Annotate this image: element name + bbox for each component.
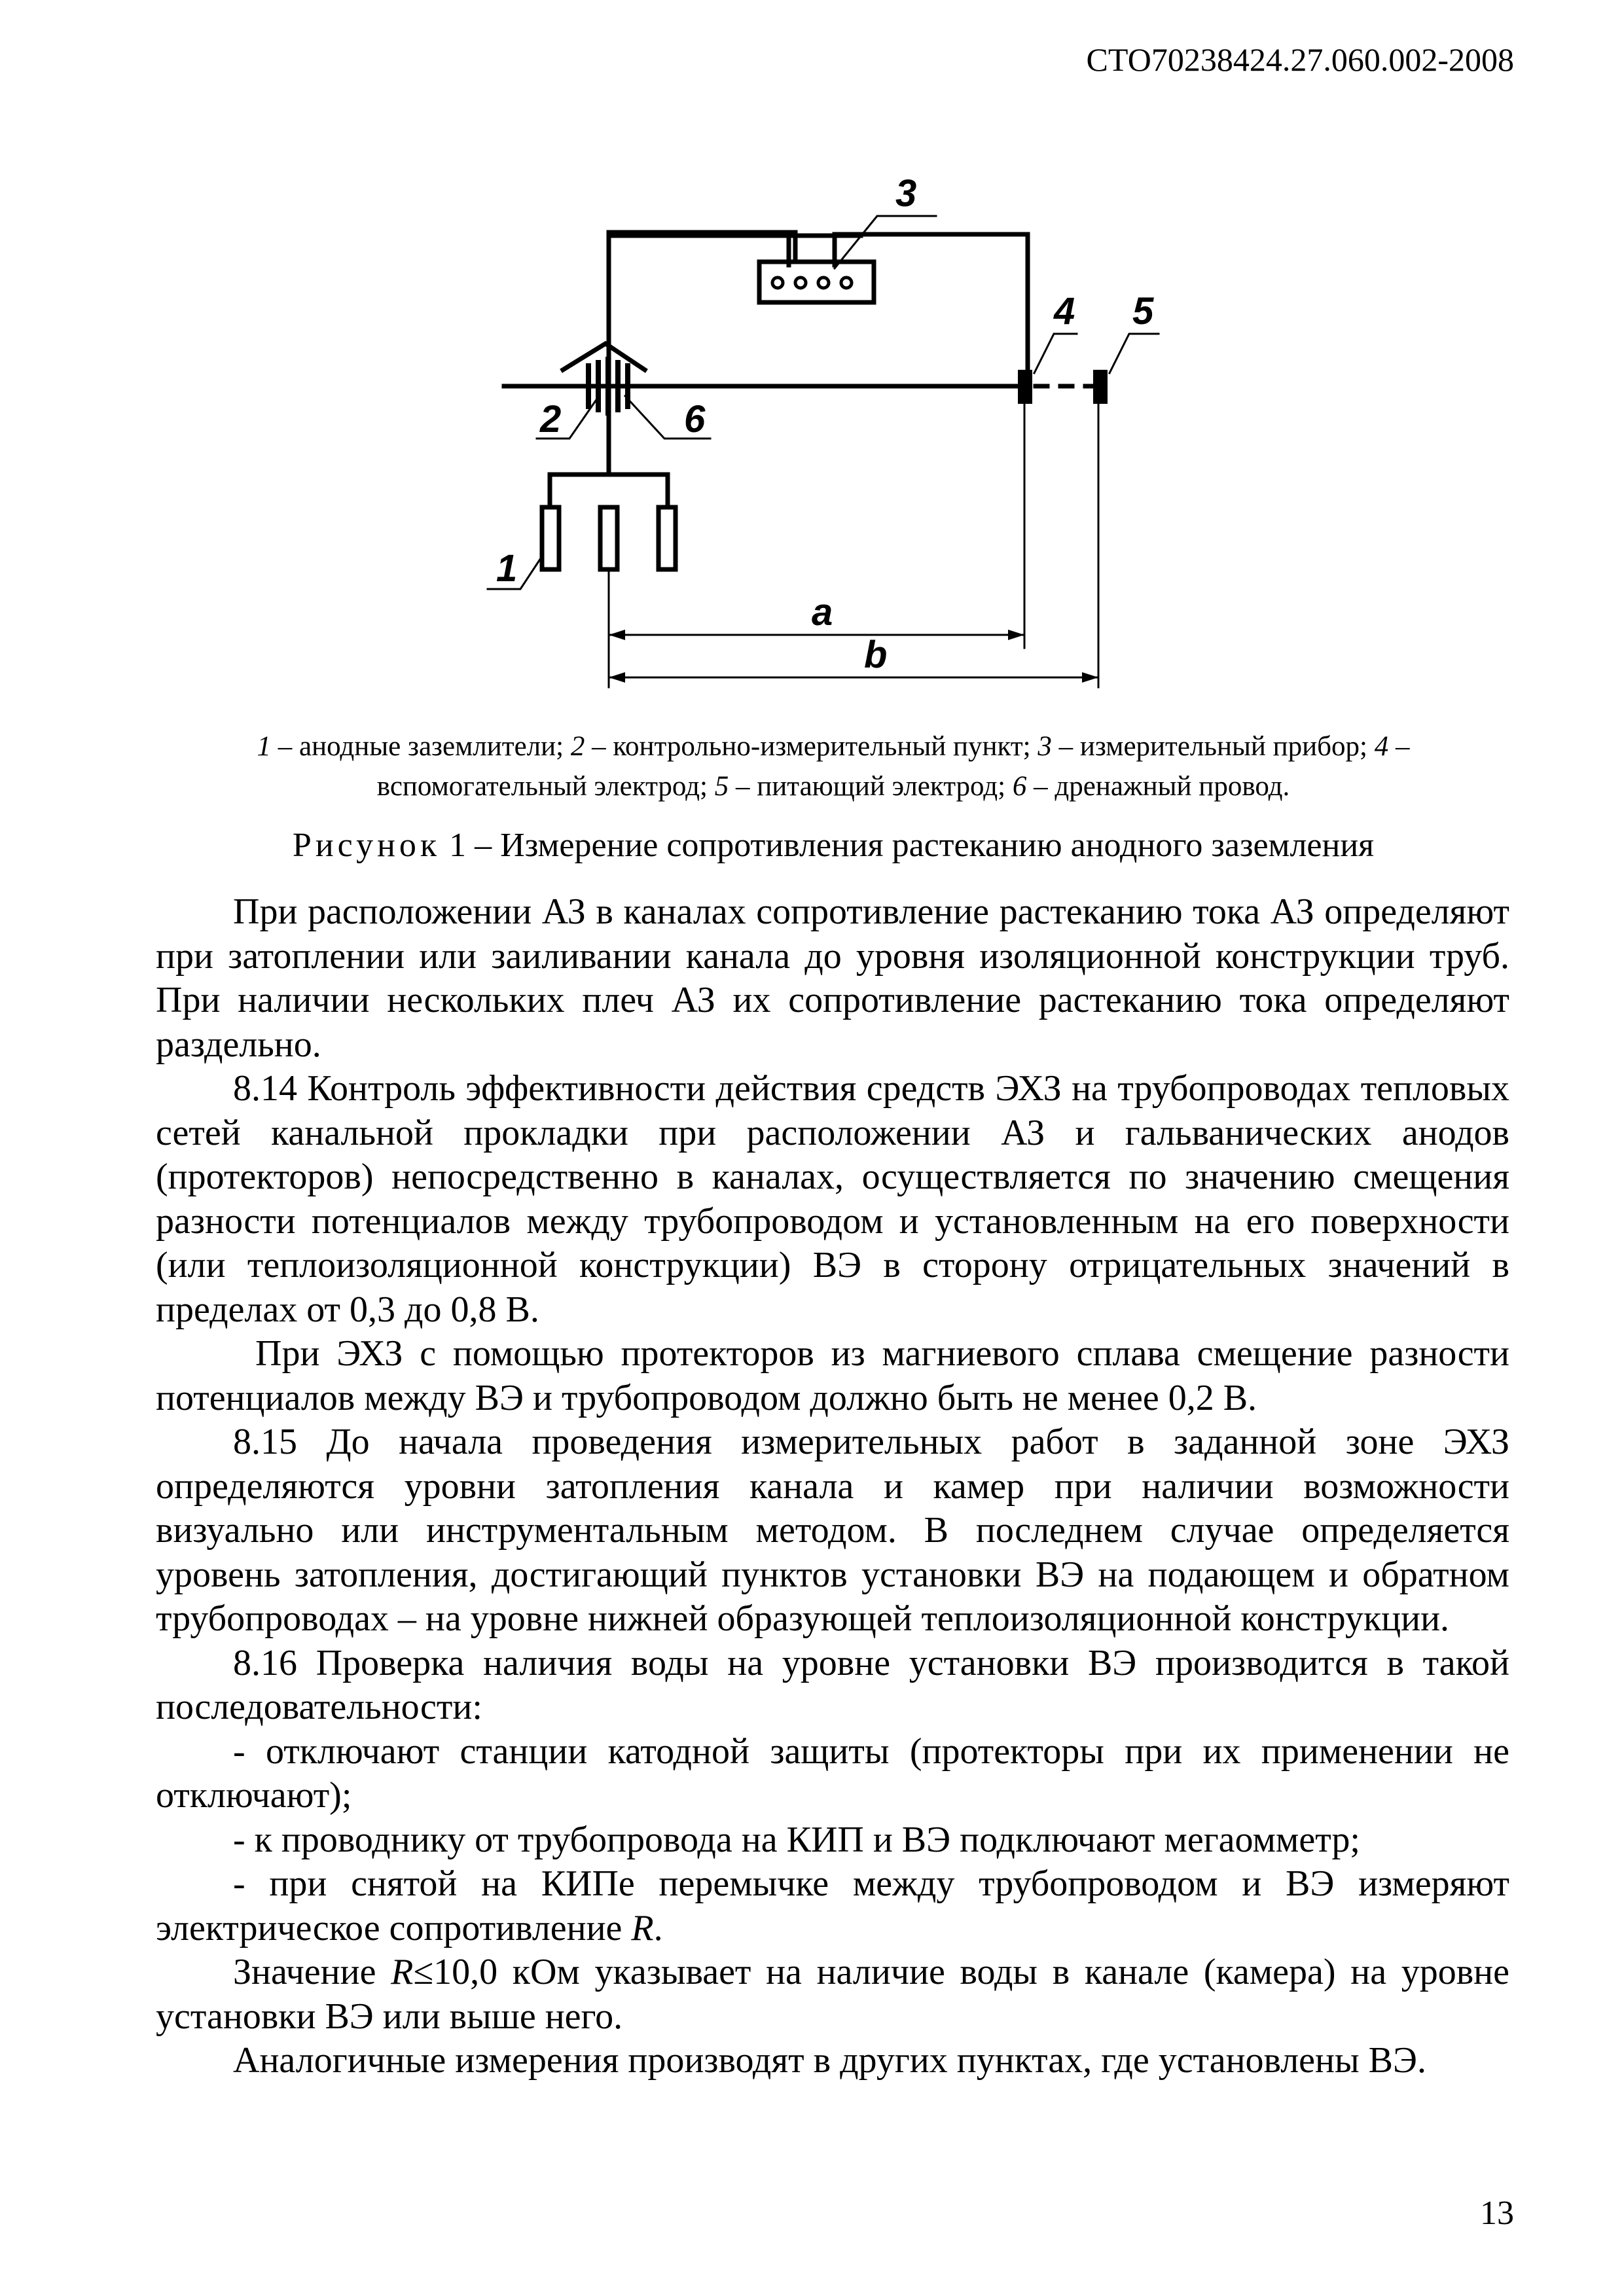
meter-terminal bbox=[772, 278, 783, 288]
list-item-1: - отключают станции катодной защиты (протекторы при их применении не отключают); bbox=[156, 1731, 1509, 1816]
paragraph-final: Аналогичные измерения производят в других пунктах, где установлены ВЭ. bbox=[233, 2040, 1426, 2081]
label-5: 5 bbox=[1132, 290, 1154, 332]
legend-num-1: 1 bbox=[257, 731, 271, 762]
figure-title-word: Рисунок bbox=[292, 827, 441, 864]
label-6: 6 bbox=[684, 398, 706, 440]
label-1: 1 bbox=[496, 547, 518, 590]
legend-num-2: 2 bbox=[570, 731, 585, 762]
legend-text-4: – вспомогательный электрод; bbox=[376, 731, 1410, 802]
figure-title-rest: 1 – Измерение сопротивления растеканию анодного заземления bbox=[441, 827, 1375, 864]
legend-text-6: – дренажный провод. bbox=[1026, 771, 1290, 802]
figure-title bbox=[156, 826, 1511, 865]
electrode-5 bbox=[1093, 370, 1108, 404]
paragraph-protectors: При ЭХЗ с помощью протекторов из магниевого сплава смещение разности потенциалов между ВЭ и трубопроводом должно быть не менее 0,2 В. bbox=[156, 1333, 1509, 1418]
anode-2 bbox=[600, 507, 617, 569]
label-b: b bbox=[864, 634, 888, 676]
list-item-3-text: - при снятой на КИПе перемычке между трубопроводом и ВЭ измеряют электрическое сопротивление bbox=[156, 1863, 1509, 1948]
legend-text-5: – питающий электрод; bbox=[729, 771, 1013, 802]
body-text bbox=[156, 890, 1509, 2083]
leader-5 bbox=[1110, 334, 1159, 373]
label-3: 3 bbox=[895, 172, 917, 215]
document-code: СТО70238424.27.060.002-2008 bbox=[1086, 41, 1514, 78]
legend-num-3: 3 bbox=[1038, 731, 1052, 762]
variable-r: R bbox=[631, 1907, 654, 1948]
anode-3 bbox=[659, 507, 676, 569]
label-4: 4 bbox=[1054, 290, 1075, 332]
legend-num-6: 6 bbox=[1012, 771, 1027, 802]
paragraph-value bbox=[156, 1950, 1509, 2039]
label-a: a bbox=[812, 591, 833, 634]
measurement-diagram bbox=[484, 164, 1172, 707]
paragraph-value-rest: ≤10,0 кОм указывает на наличие воды в канале (камера) на уровне установки ВЭ или выше него. bbox=[156, 1952, 1510, 2037]
legend-text-1: – анодные заземлители; bbox=[270, 731, 571, 762]
list-item-2: - к проводнику от трубопровода на КИП и ВЭ подключают мегаомметр; bbox=[233, 1819, 1360, 1860]
figure-legend bbox=[156, 726, 1511, 806]
legend-text-3: – измерительный прибор; bbox=[1051, 731, 1375, 762]
kip-cap bbox=[563, 344, 645, 370]
legend-text-2: – контрольно-измерительный пункт; bbox=[585, 731, 1038, 762]
legend-num-4: 4 bbox=[1374, 731, 1389, 762]
anode-bus bbox=[550, 429, 668, 507]
kip-terminal bbox=[586, 363, 591, 409]
variable-r: R bbox=[391, 1952, 414, 1992]
label-2: 2 bbox=[540, 398, 562, 440]
paragraph-8-15: 8.15 До начала проведения измерительных работ в заданной зоне ЭХЗ определяются уровни затопления канала и камер при наличии возможности визуально или инструментальным методом. В последнем случае определяется уровень затопления, достигающий пунктов установки ВЭ на подающем и обратном трубопроводах – на уровне нижней образующей теплоизоляционной конструкции. bbox=[156, 1422, 1509, 1639]
paragraph-8-16: 8.16 Проверка наличия воды на уровне установки ВЭ производится в такой последовательности: bbox=[156, 1642, 1509, 1727]
paragraph-1: При расположении АЗ в каналах сопротивление растеканию тока АЗ определяют при затоплении или заиливании канала до уровня изоляционной конструкции труб. При наличии нескольких плеч АЗ их сопротивление растеканию тока определяют раздельно. bbox=[156, 891, 1509, 1065]
leader-4 bbox=[1034, 334, 1077, 373]
list-item-3-end: . bbox=[653, 1907, 663, 1948]
legend-num-5: 5 bbox=[714, 771, 729, 802]
page-number: 13 bbox=[1480, 2195, 1514, 2232]
list-item-3 bbox=[156, 1862, 1509, 1950]
paragraph-value-start: Значение bbox=[233, 1952, 391, 1992]
electrode-4 bbox=[1018, 370, 1032, 404]
anode-1 bbox=[542, 507, 559, 569]
paragraph-8-14: 8.14 Контроль эффективности действия средств ЭХЗ на трубопроводах тепловых сетей канальной прокладки при расположении АЗ и гальванических анодов (протекторов) непосредственно в каналах, осуществляется по значению смещения разности потенциалов между трубопроводом и установленным на его поверхности (или теплоизоляционной конструкции) ВЭ в сторону отрицательных значений в пределах от 0,3 до 0,8 В. bbox=[156, 1068, 1509, 1330]
meter-wire-right bbox=[835, 234, 1028, 386]
